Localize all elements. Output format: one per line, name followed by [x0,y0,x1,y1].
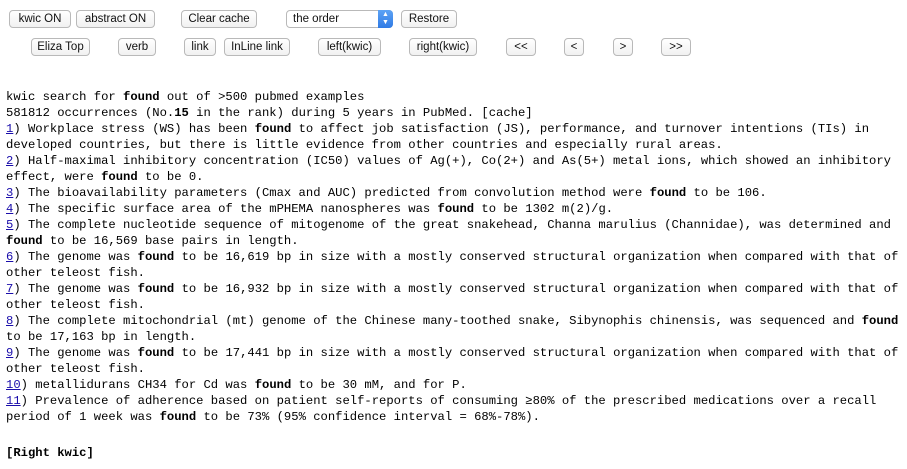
kwic-on-button[interactable]: kwic ON [9,10,71,28]
result-keyword: found [137,250,175,264]
occurrence-text: 581812 occurrences (No. [6,106,175,120]
result-item [6,153,901,185]
result-number-link[interactable]: 2 [6,154,14,168]
result-number-link[interactable]: 5 [6,218,14,232]
result-text: ) The genome was [13,346,138,360]
result-text-tail: to be 0. [137,170,204,184]
result-text: ) The complete nucleotide sequence of mitogenome of the great snakehead, Channa marulius (Channidae), was determined and [13,218,891,232]
result-keyword: found [437,202,475,216]
result-item [6,121,901,153]
order-select[interactable] [286,10,393,28]
result-item [6,345,901,377]
link-button[interactable]: link [184,38,216,56]
result-text-tail: to be 17,163 bp in length. [6,330,197,344]
select-arrows-icon: ▲ ▼ [378,10,393,28]
result-text-tail: to be 73% (95% confidence interval = 68%-78%). [196,410,540,424]
first-page-button[interactable]: << [506,38,536,56]
result-keyword: found [861,314,899,328]
result-number-link[interactable]: 11 [6,394,21,408]
result-text-tail: to be 16,569 base pairs in length. [42,234,299,248]
result-item [6,201,901,217]
result-text: ) The specific surface area of the mPHEMA nanospheres was [13,202,438,216]
result-number-link[interactable]: 4 [6,202,14,216]
eliza-top-button[interactable]: Eliza Top [31,38,90,56]
prev-page-button[interactable]: < [564,38,584,56]
occurrence-text-tail: in the rank) during 5 years in PubMed. [cache] [188,106,533,120]
clear-cache-button[interactable]: Clear cache [181,10,257,28]
result-item [6,281,901,313]
result-text: ) The bioavailability parameters (Cmax and AUC) predicted from convolution method were [13,186,650,200]
result-text: ) Half-maximal inhibitory concentration (IC50) values of Ag(+), Co(2+) and As(5+) metal ions, which showed an inhibitory effect, were [6,154,891,184]
restore-button[interactable]: Restore [401,10,457,28]
result-item [6,217,901,249]
result-number-link[interactable]: 3 [6,186,14,200]
result-text-tail: to affect job satisfaction (JS), performance, and turnover intentions (TIs) in developed countries, but there is little evidence from other countries and especially rural areas. [6,122,870,152]
result-item [6,393,901,425]
result-keyword: found [254,378,292,392]
result-number-link[interactable]: 7 [6,282,14,296]
order-select-value: the order [293,13,340,25]
right-kwic-button[interactable]: right(kwic) [409,38,477,56]
inline-link-button[interactable]: InLine link [224,38,290,56]
left-kwic-button[interactable]: left(kwic) [318,38,381,56]
result-keyword: found [159,410,197,424]
summary-text-tail: out of >500 pubmed examples [159,90,365,104]
result-text: ) Prevalence of adherence based on patient self-reports of consuming ≥80% of the prescribed medications over a recall period of 1 week was [6,394,877,424]
result-text: ) Workplace stress (WS) has been [13,122,255,136]
result-keyword: found [137,346,175,360]
result-number-link[interactable]: 10 [6,378,21,392]
result-keyword: found [254,122,292,136]
result-item [6,185,901,201]
result-text: ) The genome was [13,282,138,296]
search-keyword: found [123,90,160,104]
kwic-results [6,89,901,425]
summary-text: kwic search for [6,90,124,104]
result-text-tail: to be 16,619 bp in size with a mostly conserved structural organization when compared with that of other teleost fish. [6,250,899,280]
result-number-link[interactable]: 9 [6,346,14,360]
result-text: ) The genome was [13,250,138,264]
abstract-on-button[interactable]: abstract ON [76,10,155,28]
result-keyword: found [649,186,687,200]
occurrence-summary [6,105,901,121]
next-page-button[interactable]: > [613,38,633,56]
last-page-button[interactable]: >> [661,38,691,56]
result-keyword: found [101,170,138,184]
result-item [6,249,901,281]
result-number-link[interactable]: 8 [6,314,14,328]
result-number-link[interactable]: 1 [6,122,14,136]
result-text-tail: to be 1302 m(2)/g. [474,202,614,216]
results-list [6,121,901,425]
result-number-link[interactable]: 6 [6,250,14,264]
result-text-tail: to be 17,441 bp in size with a mostly conserved structural organization when compared with that of other teleost fish. [6,346,899,376]
result-text-tail: to be 106. [686,186,767,200]
result-item [6,313,901,345]
rank-number: 15 [174,106,189,120]
result-keyword: found [137,282,175,296]
search-summary [6,89,901,105]
verb-button[interactable]: verb [118,38,156,56]
result-text-tail: to be 16,932 bp in size with a mostly conserved structural organization when compared with that of other teleost fish. [6,282,899,312]
result-text: ) metallidurans CH34 for Cd was [20,378,255,392]
result-text-tail: to be 30 mM, and for P. [291,378,467,392]
result-text: ) The complete mitochondrial (mt) genome of the Chinese many-toothed snake, Sibynophis chinensis, was sequenced and [13,314,862,328]
right-kwic-label: [Right kwic] [6,446,94,460]
result-item [6,377,901,393]
result-keyword: found [6,234,43,248]
